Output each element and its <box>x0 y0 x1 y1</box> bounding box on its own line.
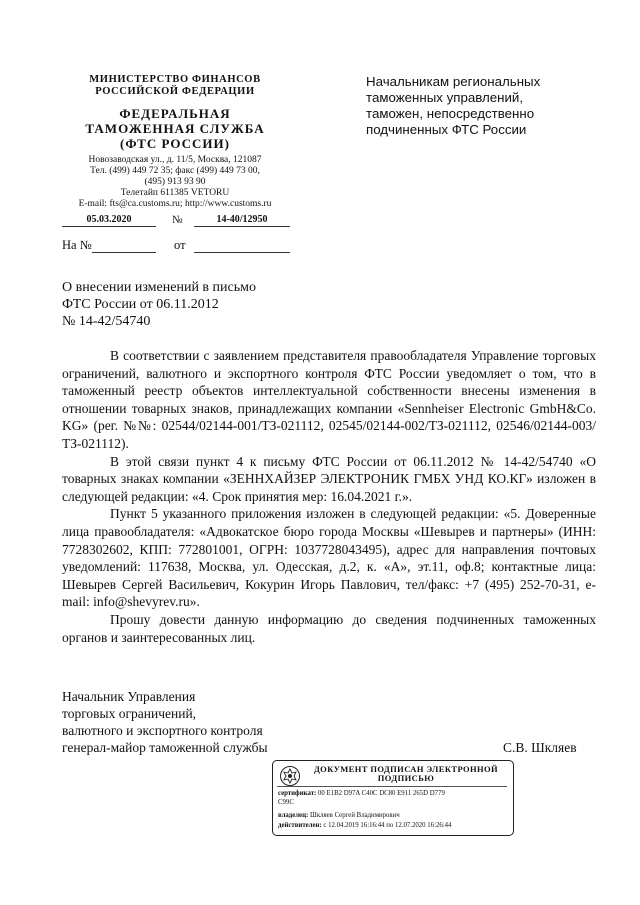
stamp-title-line-2: ПОДПИСЬЮ <box>377 773 435 783</box>
signatory-position-line: валютного и экспортного контроля <box>62 723 263 738</box>
reference-date-line <box>194 252 290 253</box>
signatory-name: С.В. Шкляев <box>503 740 577 755</box>
subject-block <box>62 279 322 330</box>
recipient-line: подчиненных ФТС России <box>366 122 527 137</box>
signatory-position <box>62 688 322 756</box>
valid-label: действителен: <box>278 822 322 829</box>
recipient-line: таможен, непосредственно <box>366 106 535 121</box>
cert-label: сертификат: <box>278 790 317 797</box>
ministry-line-2: РОССИЙСКОЙ ФЕДЕРАЦИИ <box>95 86 255 97</box>
reference-from-label: от <box>174 238 186 252</box>
body-paragraph-2: В этой связи пункт 4 к письму ФТС России от 06.11.2012 № 14-42/54740 «О товарных знаках компании «ЗЕННХАЙЗЕР ЭЛЕКТРОНИК ГМБХ УНД КО.КГ» изложен в следующей редакции: «4. Срок принятия мер: 16.04.2021 г.». <box>62 453 596 504</box>
electronic-signature-stamp <box>272 760 514 836</box>
registration-number: 14-40/12950 <box>194 214 290 227</box>
body-paragraph-4: Прошу довести данную информацию до сведения подчиненных таможенных органов и заинтересованных лиц. <box>62 611 596 645</box>
ministry-line-1: МИНИСТЕРСТВО ФИНАНСОВ <box>89 74 261 85</box>
number-sign: № <box>172 214 183 226</box>
service-line-1: ФЕДЕРАЛЬНАЯ <box>119 106 231 121</box>
owner-value: Шкляев Сергей Владимирович <box>309 812 400 819</box>
service-line-3: (ФТС РОССИИ) <box>120 136 230 151</box>
stamp-certificate <box>278 789 445 798</box>
emblem-icon <box>279 765 301 787</box>
recipient-block <box>366 74 606 138</box>
subject-line: О внесении изменений в письмо <box>62 280 256 295</box>
owner-label: владелец: <box>278 812 309 819</box>
registration-date: 05.03.2020 <box>62 214 156 227</box>
body-paragraph-1: В соответствии с заявлением представителя правообладателя Управление торговых ограничений, валютного и экспортного контроля ФТС России уведомляет о том, что в таможенный реестр объектов интеллектуальной собственности внесены изменения в отношении товарных знаков, принадлежащих компании «Sennheiser Electronic GmbH&Co. KG» (рег. №№: 02544/02144-001/ТЗ-021112, 02545/02144-002/ТЗ-021112, 02546/02144-003/ТЗ-021112). <box>62 348 596 451</box>
address-line: Тел. (499) 449 72 35; факс (499) 449 73 00, <box>90 166 260 176</box>
stamp-owner <box>278 811 400 820</box>
stamp-divider <box>277 786 507 787</box>
address-line: (495) 913 93 90 <box>144 177 206 187</box>
recipient-line: Начальникам региональных <box>366 74 541 89</box>
signatory-position-line: торговых ограничений, <box>62 706 197 721</box>
reference-number-line <box>92 252 156 253</box>
signatory-position-line: Начальник Управления <box>62 689 196 704</box>
body-paragraph-3: Пункт 5 указанного приложения изложен в следующей редакции: «5. Доверенные лица правообладателя: «Адвокатское бюро города Москвы «Шевырев и партнеры» (ИНН: 7728302602, КПП: 772801001, ОГРН: 1037728043495), адрес для направления почтовых уведомлений: 117638, Москва, ул. Одесская, д.2, к. «А», эт.11, оф.8; контактные лица: Шевырев Сергей Васильевич, Кокурин Игорь Павлович, тел/факс: +7 (495) 252-70-31, e-mail: info@shevyrev.ru». <box>62 506 596 610</box>
recipient-line: таможенных управлений, <box>366 90 524 105</box>
subject-line: ФТС России от 06.11.2012 <box>62 297 219 312</box>
cert-value: 00 E1B2 D97A C40C DC80 E911 265D D779 <box>318 790 445 797</box>
address-line: Телетайп 611385 VETORU <box>120 188 230 198</box>
reference-label: На № <box>62 238 92 252</box>
address-line: Новозаводская ул., д. 11/5, Москва, 121087 <box>88 155 262 165</box>
address-line: E-mail: fts@ca.customs.ru; http://www.customs.ru <box>78 199 272 209</box>
service-line-2: ТАМОЖЕННАЯ СЛУЖБА <box>85 121 265 136</box>
signatory-position-line: генерал-майор таможенной службы <box>62 740 268 755</box>
cert-value-continued: C99C <box>278 799 294 806</box>
letter-body <box>62 347 596 646</box>
stamp-validity <box>278 821 451 830</box>
subject-line: № 14-42/54740 <box>62 314 151 329</box>
stamp-title-line-1: ДОКУМЕНТ ПОДПИСАН ЭЛЕКТРОННОЙ <box>313 764 499 774</box>
letterhead-address <box>60 155 290 210</box>
valid-value: с 12.04.2019 16:16:44 по 12.07.2020 16:26:44 <box>323 822 452 829</box>
